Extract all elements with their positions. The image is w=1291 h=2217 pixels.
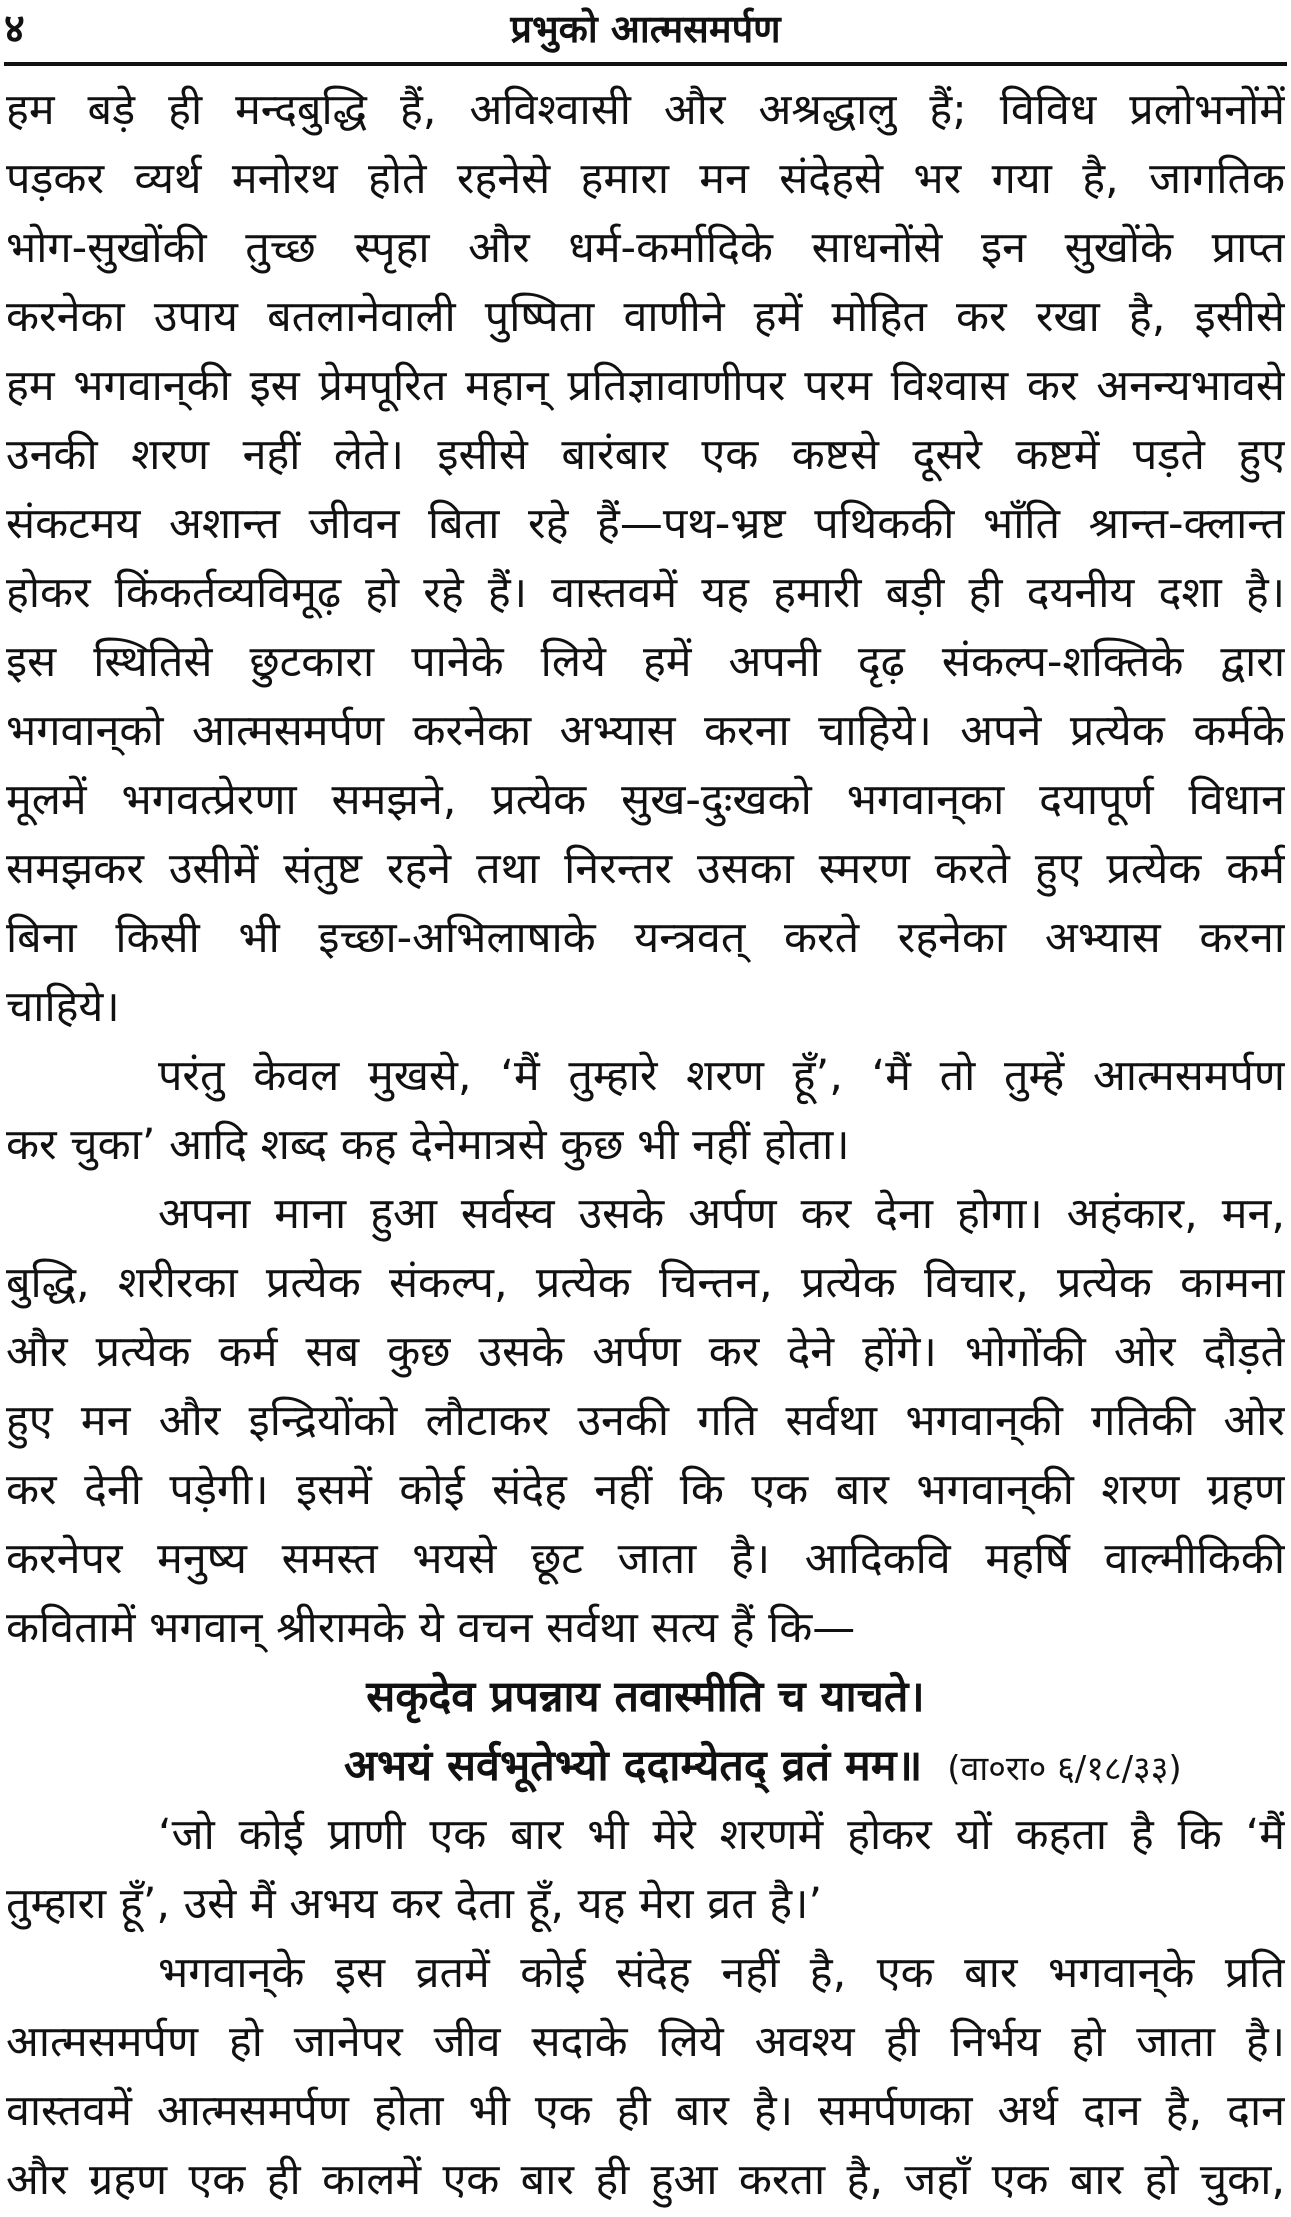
text-line: और प्रत्येक कर्म सब कुछ उसके अर्पण कर देने होंगे। भोगोंकी ओर दौड़ते (6, 1327, 1285, 1377)
text-line: और ग्रहण एक ही कालमें एक बार ही हुआ करता है, जहाँ एक बार हो चुका, (6, 2155, 1285, 2205)
text-line: वास्तवमें आत्मसमर्पण होता भी एक ही बार है। समर्पणका अर्थ दान है, दान (6, 2086, 1285, 2136)
text-line: बुद्धि, शरीरका प्रत्येक संकल्प, प्रत्येक चिन्तन, प्रत्येक विचार, प्रत्येक कामना (6, 1258, 1285, 1308)
header-rule (4, 62, 1287, 66)
text-line: हम भगवान्‌की इस प्रेमपूरित महान् प्रतिज्ञावाणीपर परम विश्वास कर अनन्यभावसे (6, 361, 1285, 411)
paragraph-start-line: परंतु केवल मुखसे, ‘मैं तुम्हारे शरण हूँ’, ‘मैं तो तुम्हें आत्मसमर्पण (158, 1051, 1285, 1101)
text-line: भगवान्‌को आत्मसमर्पण करनेका अभ्यास करना चाहिये। अपने प्रत्येक कर्मके (6, 706, 1285, 756)
verse-citation: (वा०रा० ६/१८/३३) (947, 1749, 1182, 1789)
text-line: हुए मन और इन्द्रियोंको लौटाकर उनकी गति सर्वथा भगवान्‌की गतिकी ओर (6, 1396, 1285, 1446)
running-title: प्रभुको आत्मसमर्पण (510, 7, 781, 51)
paragraph-start-line: अपना माना हुआ सर्वस्व उसके अर्पण कर देना होगा। अहंकार, मन, (158, 1189, 1285, 1239)
text-line: इस स्थितिसे छुटकारा पानेके लिये हमें अपनी दृढ़ संकल्प-शक्तिके द्वारा (6, 637, 1285, 687)
text-line: भोग-सुखोंकी तुच्छ स्पृहा और धर्म-कर्मादिके साधनोंसे इन सुखोंके प्राप्त (6, 223, 1285, 273)
text-line: मूलमें भगवत्प्रेरणा समझने, प्रत्येक सुख-दुःखको भगवान्‌का दयापूर्ण विधान (6, 775, 1285, 825)
paragraph-start-line: ‘जो कोई प्राणी एक बार भी मेरे शरणमें होकर यों कहता है कि ‘मैं (158, 1810, 1285, 1860)
text-line: कर चुका’ आदि शब्द कह देनेमात्रसे कुछ भी नहीं होता। (6, 1120, 850, 1170)
text-line: होकर किंकर्तव्यविमूढ़ हो रहे हैं। वास्तवमें यह हमारी बड़ी ही दयनीय दशा है। (6, 568, 1285, 618)
text-line: चाहिये। (6, 982, 120, 1032)
text-line: पड़कर व्यर्थ मनोरथ होते रहनेसे हमारा मन संदेहसे भर गया है, जागतिक (6, 154, 1285, 204)
text-line: करनेका उपाय बतलानेवाली पुष्पिता वाणीने हमें मोहित कर रखा है, इसीसे (6, 292, 1285, 342)
text-line: कर देनी पड़ेगी। इसमें कोई संदेह नहीं कि एक बार भगवान्‌की शरण ग्रहण (6, 1465, 1285, 1515)
verse-line-2 (6, 1732, 1285, 1801)
text-line: तुम्हारा हूँ’, उसे मैं अभय कर देता हूँ, यह मेरा व्रत है।’ (6, 1879, 823, 1929)
text-line: बिना किसी भी इच्छा-अभिलाषाके यन्त्रवत् करते रहनेका अभ्यास करना (6, 913, 1285, 963)
text-line: कवितामें भगवान् श्रीरामके ये वचन सर्वथा सत्य हैं कि— (6, 1603, 856, 1653)
verse-line-2-text: अभयं सर्वभूतेभ्यो ददाम्येतद् व्रतं मम॥ (344, 1741, 923, 1791)
text-line: उनकी शरण नहीं लेते। इसीसे बारंबार एक कष्टसे दूसरे कष्टमें पड़ते हुए (6, 430, 1285, 480)
text-line: करनेपर मनुष्य समस्त भयसे छूट जाता है। आदिकवि महर्षि वाल्मीकिकी (6, 1534, 1285, 1584)
paragraph-start-line: भगवान्‌के इस व्रतमें कोई संदेह नहीं है, एक बार भगवान्‌के प्रति (158, 1948, 1285, 1998)
page-header (4, 4, 1287, 54)
text-line: हम बड़े ही मन्दबुद्धि हैं, अविश्वासी और अश्रद्धालु हैं; विविध प्रलोभनोंमें (6, 85, 1285, 135)
text-line: आत्मसमर्पण हो जानेपर जीव सदाके लिये अवश्य ही निर्भय हो जाता है। (6, 2017, 1285, 2067)
page-number: ४ (4, 6, 25, 52)
body-text (6, 76, 1285, 2215)
text-line: समझकर उसीमें संतुष्ट रहने तथा निरन्तर उसका स्मरण करते हुए प्रत्येक कर्म (6, 844, 1285, 894)
text-line: संकटमय अशान्त जीवन बिता रहे हैं—पथ-भ्रष्ट पथिककी भाँति श्रान्त-क्लान्त (6, 499, 1285, 549)
verse-line-1: सकृदेव प्रपन्नाय तवास्मीति च याचते। (366, 1672, 925, 1722)
